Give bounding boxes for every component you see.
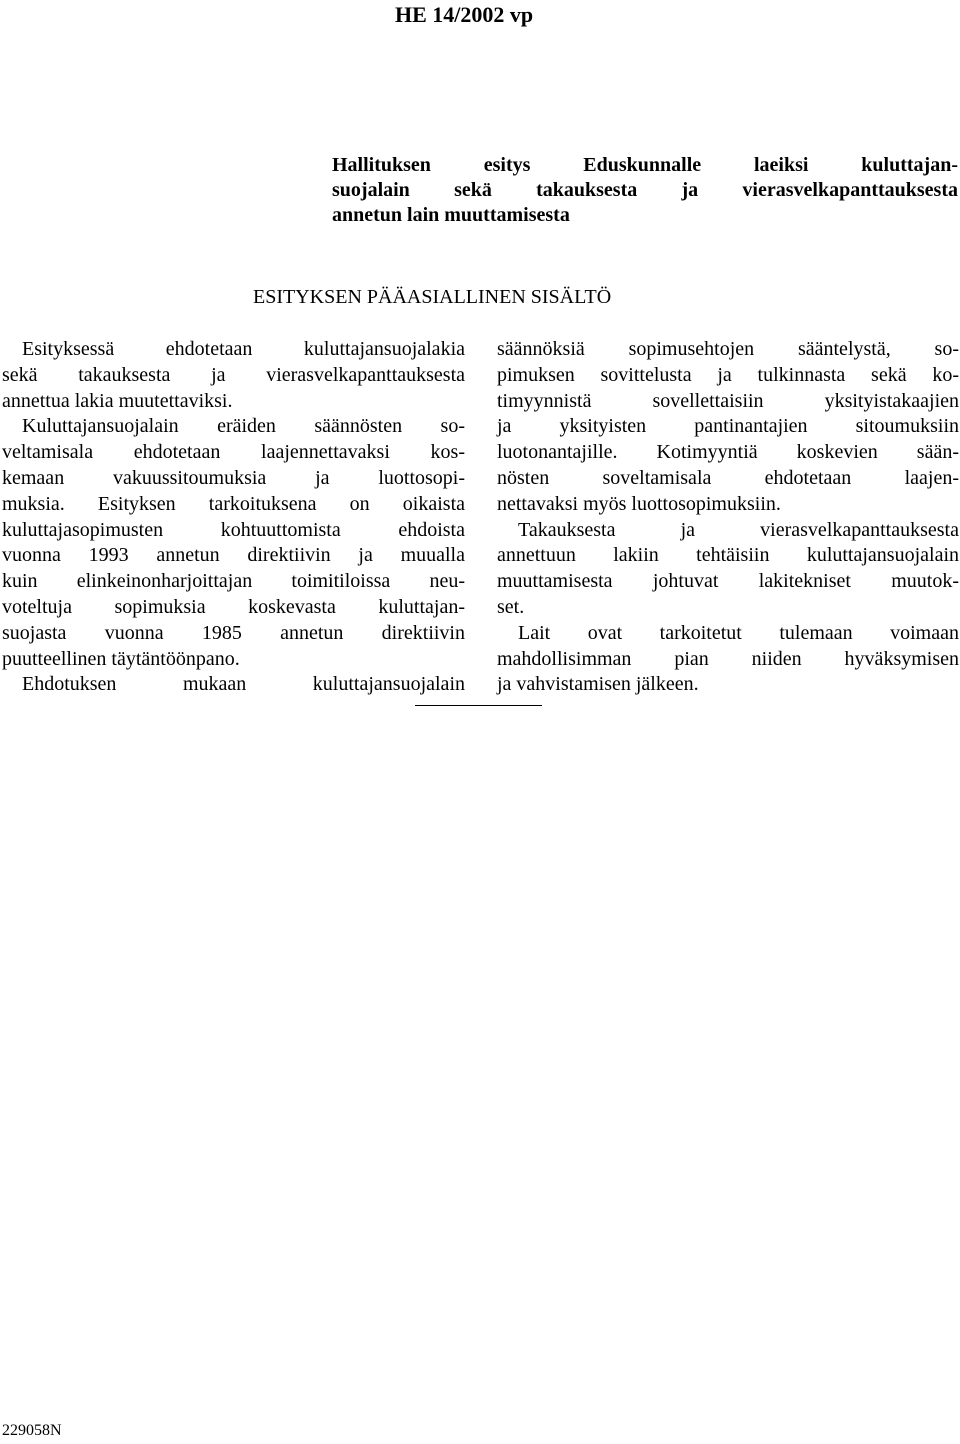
text-line: kuluttajasopimusten kohtuuttomista ehdoista	[2, 518, 465, 541]
text-line: sekä takauksesta ja vierasvelkapanttauksesta	[2, 363, 465, 386]
text-line: kuin elinkeinonharjoittajan toimitiloissa neu-	[2, 570, 465, 593]
text-line: muuttamisesta johtuvat lakitekniset muutok-	[497, 570, 959, 593]
text-line: timyynnistä sovellettaisiin yksityistakaajien	[497, 389, 959, 412]
text-line: veltamisala ehdotetaan laajennettavaksi kos-	[2, 441, 465, 464]
text-line: nettavaksi myös luottosopimuksiin.	[497, 492, 781, 515]
document-title	[332, 153, 958, 228]
text-line: säännöksiä sopimusehtojen sääntelystä, so-	[497, 338, 959, 360]
text-line: annettua lakia muutettaviksi.	[2, 389, 233, 412]
text-line: Takauksesta ja vierasvelkapanttauksesta	[518, 518, 959, 541]
text-line: kemaan vakuussitoumuksia ja luottosopi-	[2, 466, 465, 489]
section-heading: ESITYKSEN PÄÄASIALLINEN SISÄLTÖ	[253, 286, 612, 308]
text-line: suojasta vuonna 1985 annetun direktiivin	[2, 621, 465, 644]
footer-code: 229058N	[2, 1422, 62, 1439]
text-line: nösten soveltamisala ehdotetaan laajen-	[497, 466, 959, 489]
title-line: suojalain sekä takauksesta ja vierasvelkapanttauksesta	[332, 179, 958, 201]
text-line: Esityksessä ehdotetaan kuluttajansuojalakia	[22, 338, 465, 360]
text-line: voteltuja sopimuksia koskevasta kuluttajan-	[2, 595, 465, 618]
left-column-text	[2, 337, 465, 698]
text-line: annettuun lakiin tehtäisiin kuluttajansuojalain	[497, 544, 959, 567]
text-line: luotonantajille. Kotimyyntiä koskevien sään-	[497, 441, 959, 464]
text-line: ja vahvistamisen jälkeen.	[497, 673, 699, 696]
text-line: pimuksen sovittelusta ja tulkinnasta sekä ko-	[497, 363, 959, 386]
text-line: Ehdotuksen mukaan kuluttajansuojalain	[22, 673, 465, 696]
title-line: Hallituksen esitys Eduskunnalle laeiksi kuluttajan-	[332, 154, 958, 176]
text-line: muksia. Esityksen tarkoituksena on oikaista	[2, 492, 465, 515]
right-column-text	[497, 337, 959, 698]
text-line: vuonna 1993 annetun direktiivin ja muualla	[2, 544, 465, 567]
text-line: puutteellinen täytäntöönpano.	[2, 647, 240, 670]
document-id: HE 14/2002 vp	[395, 2, 534, 27]
text-line: set.	[497, 595, 525, 618]
end-divider	[415, 705, 542, 706]
text-line: ja yksityisten pantinantajien sitoumuksiin	[497, 415, 959, 438]
text-line: Lait ovat tarkoitetut tulemaan voimaan	[518, 621, 959, 644]
text-line: mahdollisimman pian niiden hyväksymisen	[497, 647, 959, 670]
title-line: annetun lain muuttamisesta	[332, 204, 570, 226]
text-line: Kuluttajansuojalain eräiden säännösten so-	[22, 415, 465, 438]
